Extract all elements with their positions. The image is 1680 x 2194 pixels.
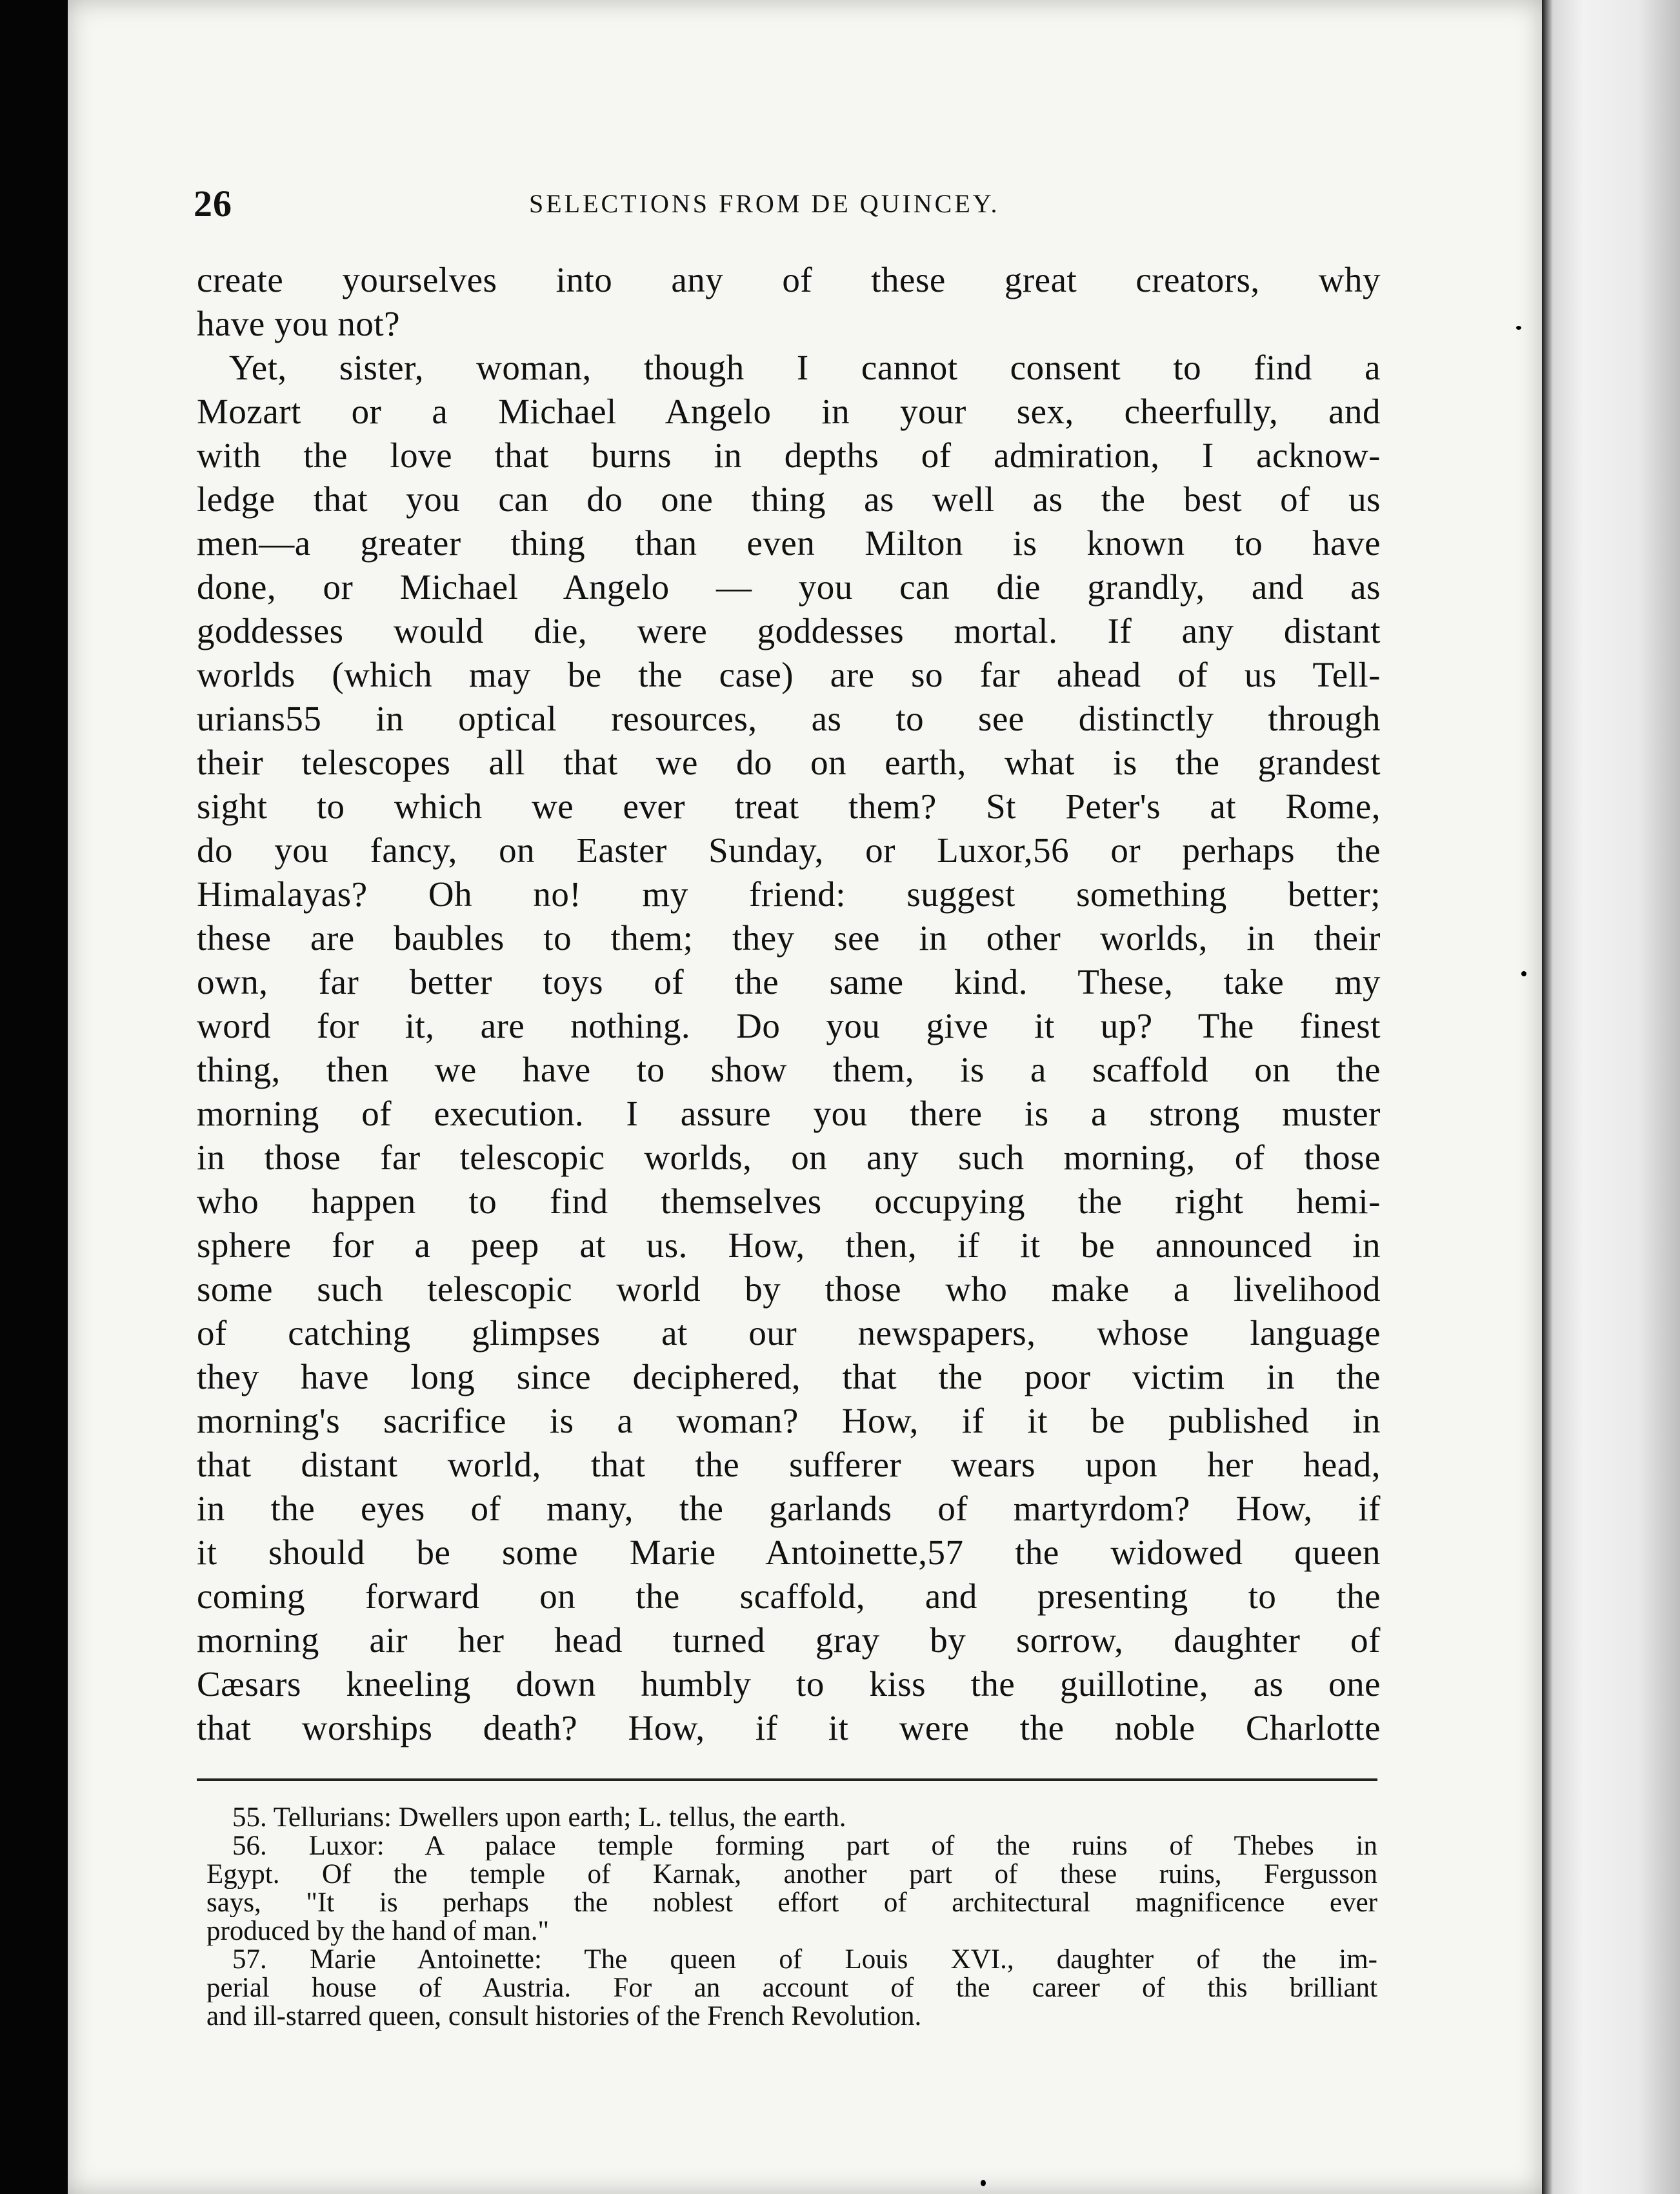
footnote-line: says, "It is perhaps the noblest effort of architectural magnificence ever [206,1889,1377,1917]
body-line: morning's sacrifice is a woman? How, if it be published in [197,1401,1381,1440]
body-line: men—a greater thing than even Milton is known to have [197,523,1381,563]
footnote-line: and ill-starred queen, consult histories of the French Revolution. [206,2002,922,2031]
body-line: done, or Michael Angelo — you can die grandly, and as [197,567,1381,607]
body-line: have you not? [197,304,401,343]
body-line: morning air her head turned gray by sorrow, daughter of [197,1620,1381,1660]
body-line: that worships death? How, if it were the noble Charlotte [197,1708,1381,1747]
body-line: Himalayas? Oh no! my friend: suggest something better; [197,874,1381,914]
body-line: coming forward on the scaffold, and presenting to the [197,1576,1381,1616]
body-line: morning of execution. I assure you there is a strong muster [197,1094,1381,1133]
scan-speck [1516,326,1521,330]
scan-speck [1521,971,1526,976]
page-header [194,182,1097,234]
body-line: with the love that burns in depths of admiration, I acknow- [197,436,1381,475]
footnote-line: 55. Tellurians: Dwellers upon earth; L. tellus, the earth. [232,1804,846,1832]
body-line: their telescopes all that we do on earth, what is the grandest [197,743,1381,782]
body-line: urians55 in optical resources, as to see distinctly through [197,699,1381,738]
body-line: Yet, sister, woman, though I cannot consent to find a [229,348,1381,387]
scan-left-border [0,0,68,2194]
body-line: goddesses would die, were goddesses mortal. If any distant [197,611,1381,650]
body-line: Cæsars kneeling down humbly to kiss the guillotine, as one [197,1664,1381,1704]
body-line: thing, then we have to show them, is a scaffold on the [197,1050,1381,1089]
body-line: they have long since deciphered, that the poor victim in the [197,1357,1381,1396]
scan-speck [981,2180,986,2186]
body-line: own, far better toys of the same kind. These, take my [197,962,1381,1001]
footnote-line: Egypt. Of the temple of Karnak, another part of these ruins, Fergusson [206,1860,1377,1889]
body-line: some such telescopic world by those who make a livelihood [197,1269,1381,1309]
body-line: ledge that you can do one thing as well as the best of us [197,479,1381,519]
footnote-line: 57. Marie Antoinette: The queen of Louis XVI., daughter of the im- [232,1946,1377,1974]
body-line: do you fancy, on Easter Sunday, or Luxor,56 or perhaps the [197,830,1381,870]
body-line: Mozart or a Michael Angelo in your sex, cheerfully, and [197,392,1381,431]
footnote-divider [197,1778,1377,1781]
running-title: SELECTIONS FROM DE QUINCEY. [529,189,1000,218]
body-line: it should be some Marie Antoinette,57 the widowed queen [197,1533,1381,1572]
page-number: 26 [194,183,232,225]
body-line: that distant world, that the sufferer wears upon her head, [197,1445,1381,1484]
body-line: sphere for a peep at us. How, then, if it be announced in [197,1225,1381,1265]
adjacent-page-edge [1542,0,1680,2194]
footnote-line: produced by the hand of man." [206,1917,550,1946]
body-line: in those far telescopic worlds, on any such morning, of those [197,1138,1381,1177]
footnotes [206,1804,1377,2031]
body-line: of catching glimpses at our newspapers, whose language [197,1313,1381,1353]
body-line: in the eyes of many, the garlands of martyrdom? How, if [197,1489,1381,1528]
footnote-line: 56. Luxor: A palace temple forming part of the ruins of Thebes in [232,1832,1377,1860]
body-line: sight to which we ever treat them? St Peter's at Rome, [197,787,1381,826]
body-line: these are baubles to them; they see in other worlds, in their [197,918,1381,958]
footnote-line: perial house of Austria. For an account of the career of this brilliant [206,1974,1377,2002]
body-line: worlds (which may be the case) are so far ahead of us Tell- [197,655,1381,694]
body-line: word for it, are nothing. Do you give it up? The finest [197,1006,1381,1045]
body-line: who happen to find themselves occupying the right hemi- [197,1182,1381,1221]
body-line: create yourselves into any of these great creators, why [197,260,1381,299]
body-text [197,258,1381,1750]
